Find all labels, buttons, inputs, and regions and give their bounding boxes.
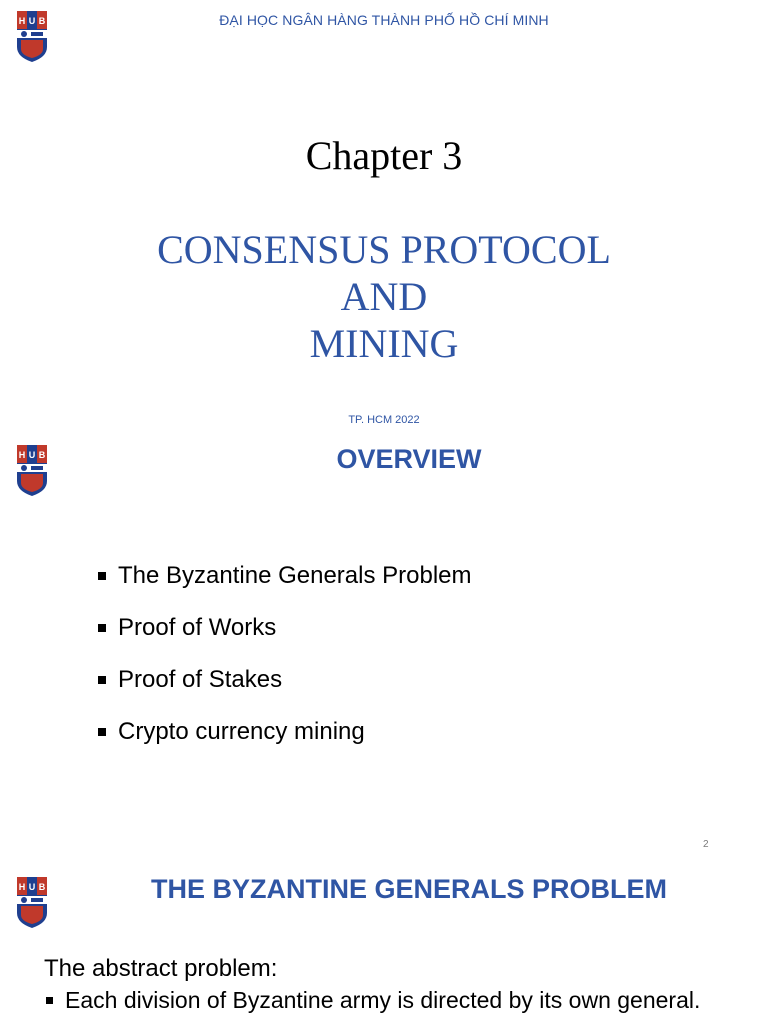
list-item	[98, 562, 472, 614]
list-item-text: Crypto currency mining	[118, 718, 365, 745]
list-item-text: Proof of Works	[118, 614, 277, 641]
overview-title: OVERVIEW	[336, 444, 482, 474]
overview-slide	[0, 432, 768, 857]
bullet-square-icon	[46, 997, 53, 1004]
city-year: TP. HCM 2022	[348, 414, 420, 426]
bullet-square-icon	[98, 676, 106, 684]
list-item-text: The Byzantine Generals Problem	[118, 562, 472, 589]
byzantine-slide	[0, 857, 768, 1024]
title-line: MINING	[309, 321, 459, 366]
list-item	[98, 614, 472, 666]
byzantine-list	[46, 987, 700, 1021]
bullet-square-icon	[98, 728, 106, 736]
logo-letter: H	[18, 450, 26, 460]
page-number: 2	[703, 839, 709, 850]
logo-letter: U	[28, 16, 36, 26]
overview-list	[98, 562, 472, 770]
abstract-heading: The abstract problem:	[44, 955, 278, 982]
list-item-text: Each division of Byzantine army is directed by its own general.	[65, 987, 701, 1013]
byzantine-title: THE BYZANTINE GENERALS PROBLEM	[150, 874, 668, 904]
list-item	[46, 987, 700, 1021]
logo-letter: H	[18, 882, 26, 892]
chapter-title	[0, 226, 768, 367]
logo-letter: B	[38, 882, 46, 892]
logo-letter: U	[28, 450, 36, 460]
title-slide	[0, 0, 768, 432]
bullet-square-icon	[98, 624, 106, 632]
logo-letter: H	[18, 16, 26, 26]
list-item-text: Proof of Stakes	[118, 666, 283, 693]
title-line: CONSENSUS PROTOCOL	[157, 227, 611, 272]
list-item	[98, 718, 472, 770]
logo-letter: B	[38, 450, 46, 460]
chapter-heading: Chapter 3	[305, 133, 463, 178]
list-item	[98, 666, 472, 718]
title-line: AND	[340, 274, 428, 319]
logo-letter: B	[38, 16, 46, 26]
logo-letter: U	[28, 882, 36, 892]
university-name: ĐẠI HỌC NGÂN HÀNG THÀNH PHỐ HỒ CHÍ MINH	[219, 12, 549, 28]
bullet-square-icon	[98, 572, 106, 580]
